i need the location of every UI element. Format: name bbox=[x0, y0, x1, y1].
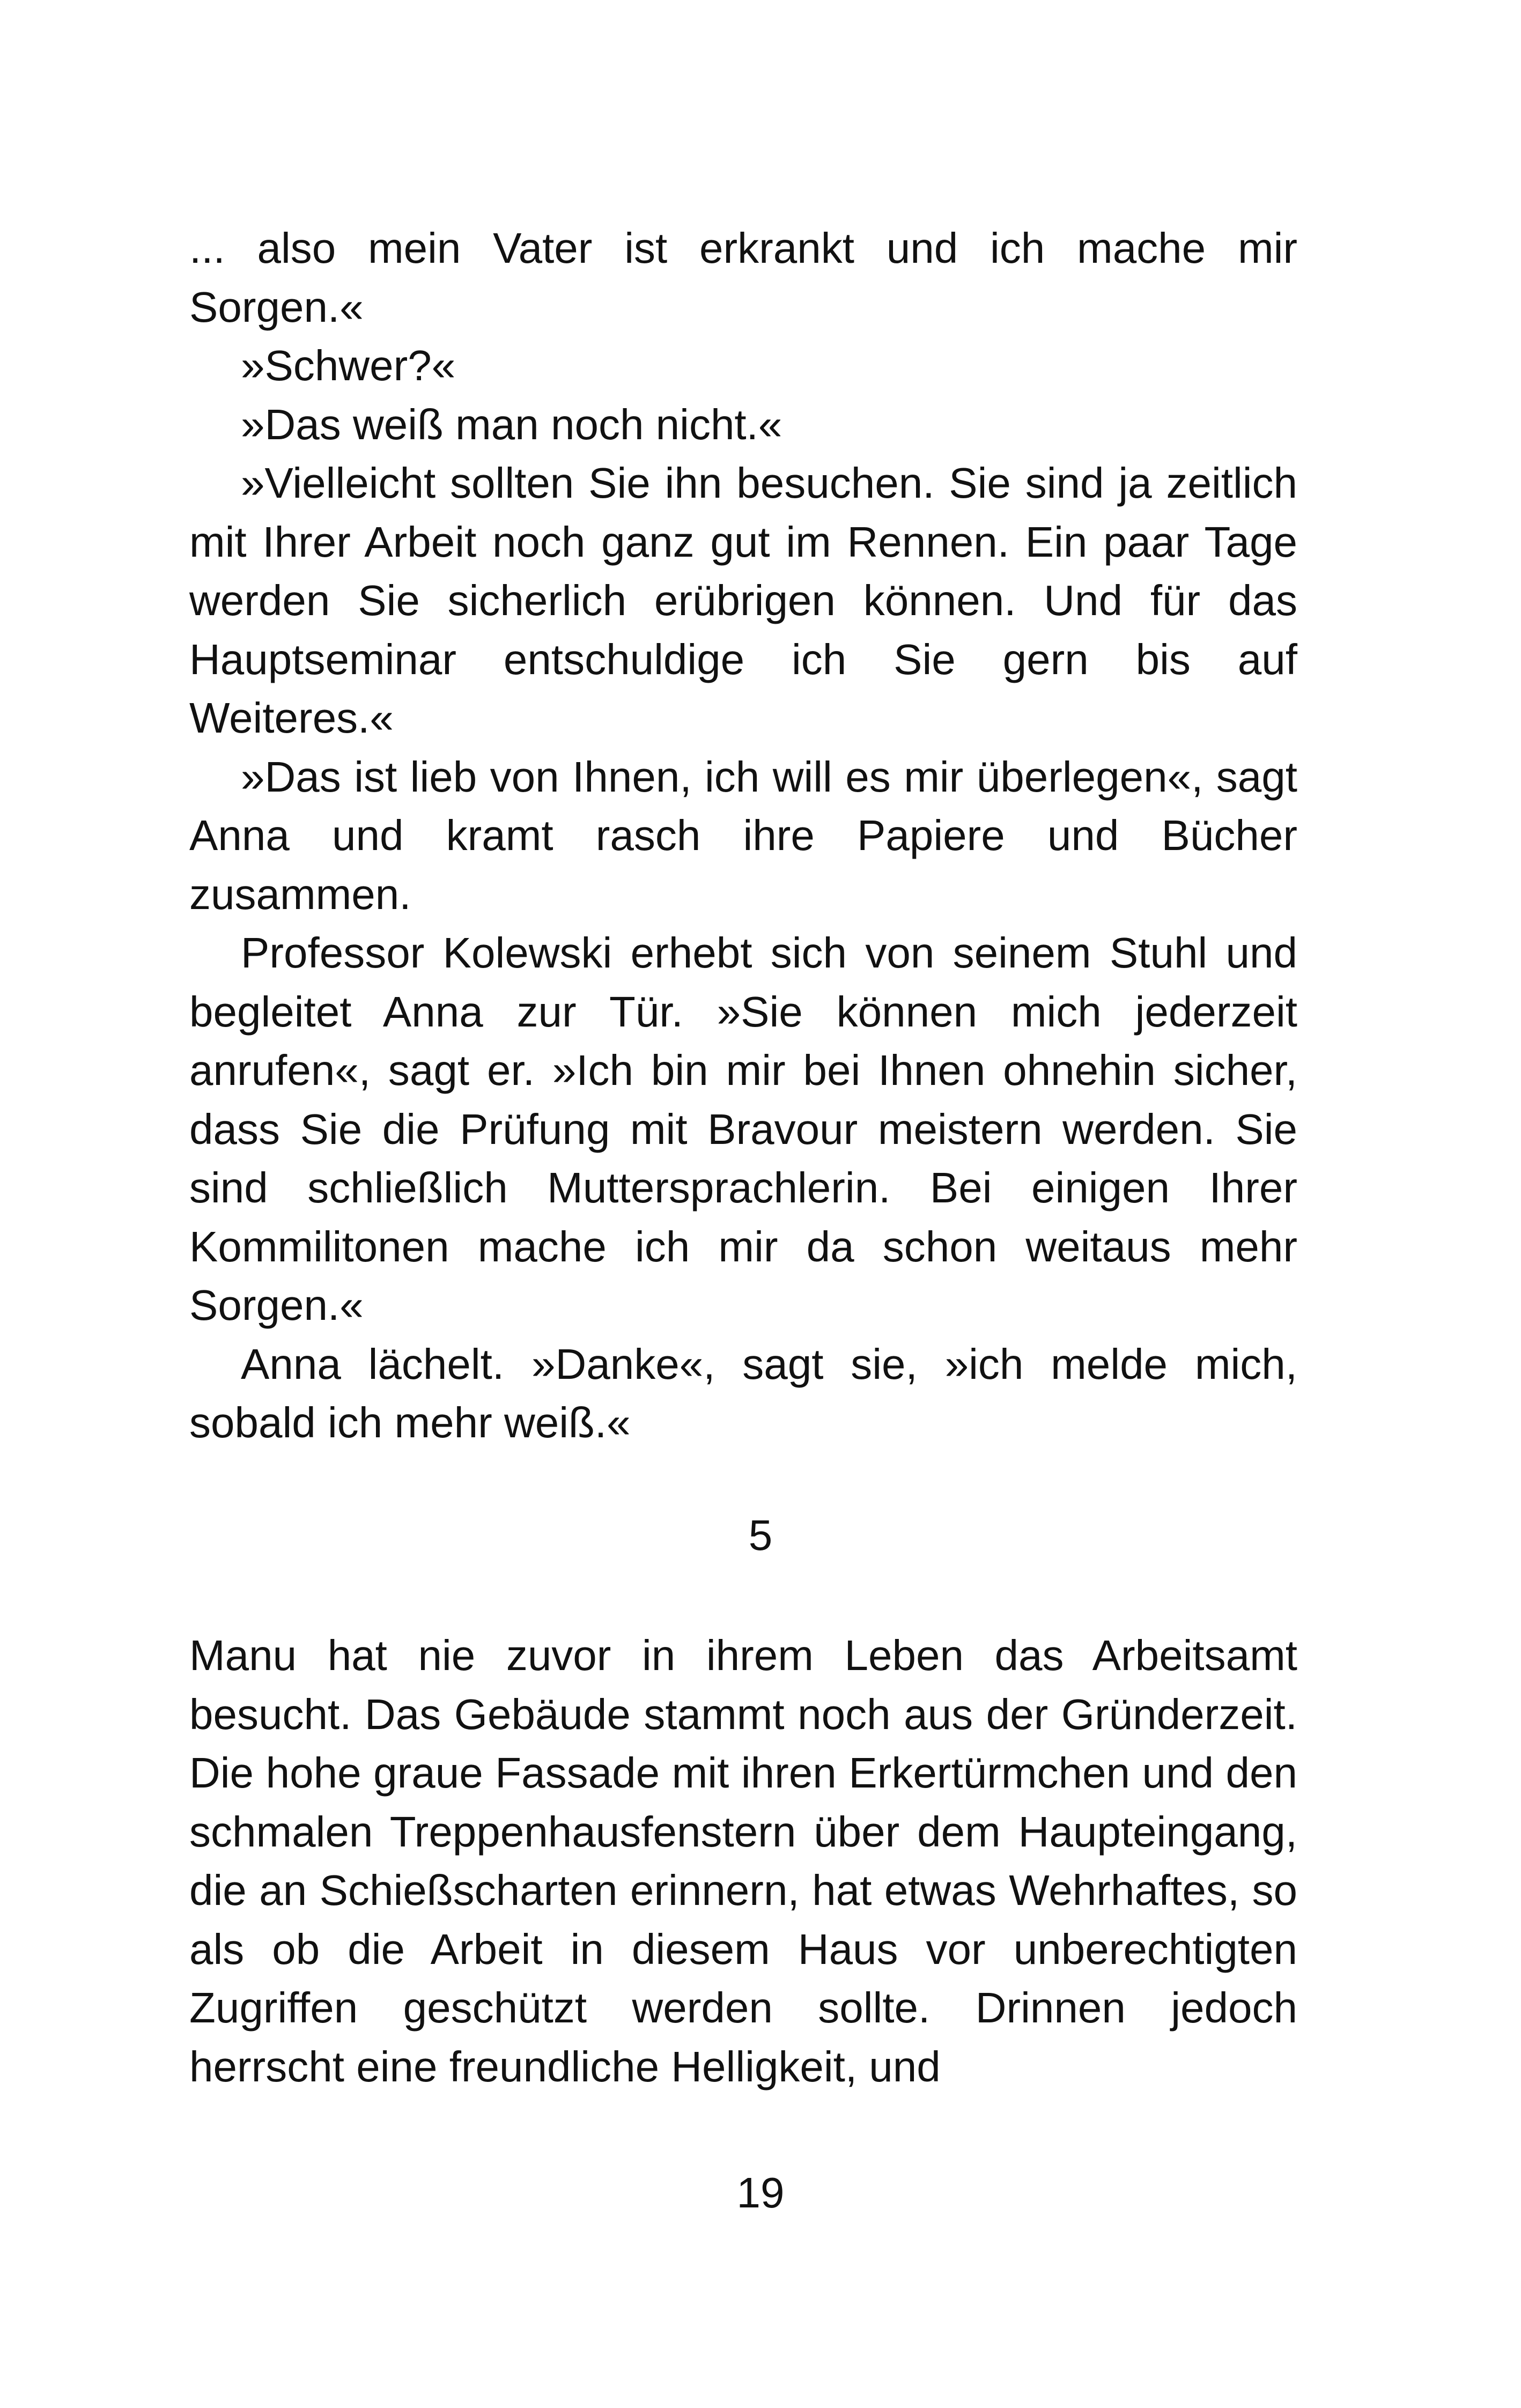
paragraph: Manu hat nie zuvor in ihrem Leben das Arbeitsamt besucht. Das Gebäude stammt noch aus der Gründerzeit. Die hohe graue Fassade mit ihren Erkertürmchen und den schmalen Treppenhausfenstern über dem Haupteingang, die an Schießscharten erinnern, hat etwas Wehrhaftes, so als ob die Arbeit in diesem Haus vor unberechtigten Zugriffen geschützt werden sollte. Drinnen jedoch herrscht eine freundliche Helligkeit, und bbox=[189, 1631, 1297, 2091]
passage-chapter-5 bbox=[189, 1626, 1297, 2096]
paragraph: ... also mein Vater ist erkrankt und ich mache mir Sorgen.« bbox=[189, 224, 1297, 331]
passage-before-chapter bbox=[189, 219, 1297, 1452]
paragraph: »Vielleicht sollten Sie ihn besuchen. Sie sind ja zeitlich mit Ihrer Arbeit noch ganz gut im Rennen. Ein paar Tage werden Sie sicherlich erübrigen können. Und für das Hauptseminar entschuldige ich Sie gern bis auf Weiteres.« bbox=[189, 459, 1297, 742]
paragraph: Anna lächelt. »Danke«, sagt sie, »ich melde mich, sobald ich mehr weiß.« bbox=[189, 1340, 1297, 1446]
chapter-number: 5 bbox=[748, 1511, 773, 1559]
paragraph: »Das ist lieb von Ihnen, ich will es mir überlegen«, sagt Anna und kramt rasch ihre Papiere und Bücher zusammen. bbox=[189, 752, 1297, 918]
paragraph: »Schwer?« bbox=[241, 342, 456, 389]
paragraph: Professor Kolewski erhebt sich von seinem Stuhl und begleitet Anna zur Tür. »Sie können mich jederzeit anrufen«, sagt er. »Ich bin mir bei Ihnen ohnehin sicher, dass Sie die Prüfung mit Bravour meistern werden. Sie sind schließlich Muttersprachlerin. Bei einigen Ihrer Kommilitonen mache ich mir da schon weitaus mehr Sorgen.« bbox=[189, 929, 1297, 1329]
paragraph: »Das weiß man noch nicht.« bbox=[241, 400, 782, 448]
page-number: 19 bbox=[736, 2169, 785, 2217]
